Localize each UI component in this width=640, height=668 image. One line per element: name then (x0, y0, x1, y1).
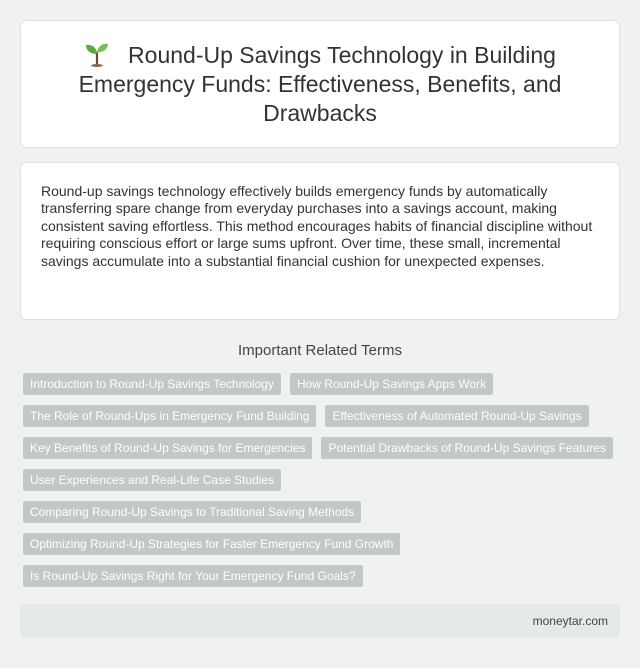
term-tag[interactable]: Effectiveness of Automated Round-Up Savings (325, 405, 588, 427)
footer-site: moneytar.com (532, 614, 608, 628)
related-terms-heading: Important Related Terms (238, 342, 402, 359)
term-row (23, 373, 623, 395)
term-tag[interactable]: User Experiences and Real-Life Case Studies (23, 469, 281, 491)
sprout-icon (84, 41, 110, 67)
term-row (23, 469, 623, 491)
term-tag[interactable]: Introduction to Round-Up Savings Technology (23, 373, 281, 395)
related-terms-list (23, 373, 623, 597)
page-title (51, 41, 589, 128)
footer (20, 604, 620, 638)
title-card (20, 20, 620, 148)
summary-text: Round-up savings technology effectively builds emergency funds by automatically transferring spare change from everyday purchases into a savings account, making consistent saving effortless. This method encourages habits of financial discipline without requiring conscious effort or large sums upfront. Over time, these small, incremental savings accumulate into a substantial financial cushion for unexpected expenses. (41, 183, 593, 269)
term-tag[interactable]: How Round-Up Savings Apps Work (290, 373, 493, 395)
term-tag[interactable]: Potential Drawbacks of Round-Up Savings Features (321, 437, 612, 459)
term-tag[interactable]: Is Round-Up Savings Right for Your Emergency Fund Goals? (23, 565, 363, 587)
term-row (23, 565, 623, 587)
term-row (23, 501, 623, 523)
summary-card (20, 162, 620, 320)
term-tag[interactable]: Optimizing Round-Up Strategies for Faster Emergency Fund Growth (23, 533, 400, 555)
title-text: Round-Up Savings Technology in Building Emergency Funds: Effectiveness, Benefits, and Drawbacks (78, 41, 562, 126)
term-row (23, 437, 623, 459)
term-row (23, 405, 623, 427)
term-row (23, 533, 623, 555)
term-tag[interactable]: Comparing Round-Up Savings to Traditional Saving Methods (23, 501, 361, 523)
term-tag[interactable]: Key Benefits of Round-Up Savings for Emergencies (23, 437, 312, 459)
term-tag[interactable]: The Role of Round-Ups in Emergency Fund Building (23, 405, 316, 427)
